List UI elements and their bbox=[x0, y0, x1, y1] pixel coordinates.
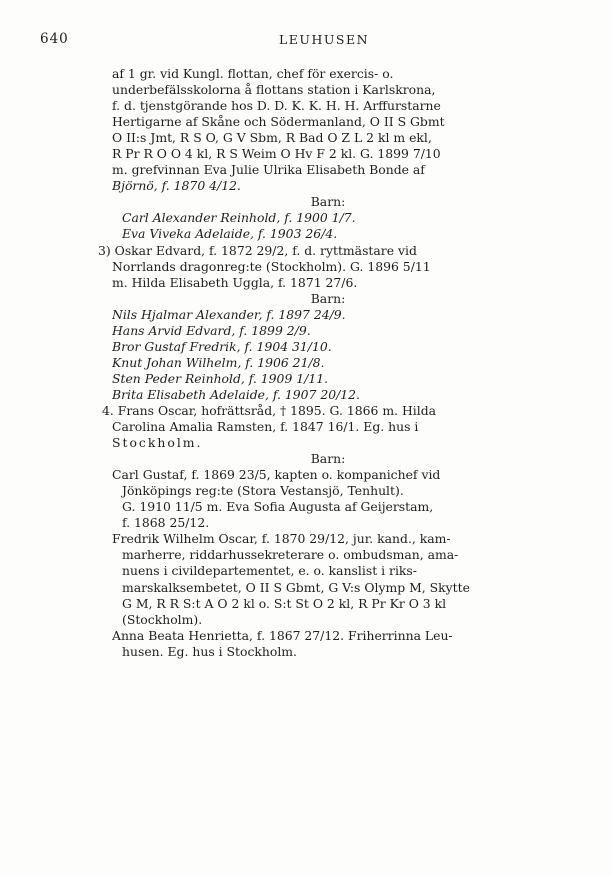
text-line: R Pr R O O 4 kl, R S Weim O Hv F 2 kl. G. 1899 7/10 bbox=[112, 146, 441, 162]
text-line: f. 1868 25/12. bbox=[122, 515, 210, 531]
text-line: Norrlands dragonreg:te (Stockholm). G. 1896 5/11 bbox=[112, 258, 431, 274]
text-line: marherre, riddarhussekreterare o. ombudsman, ama- bbox=[122, 547, 459, 563]
text-line: m. grefvinnan Eva Julie Ulrika Elisabeth Bonde af bbox=[112, 162, 425, 178]
text-line: G. 1910 11/5 m. Eva Sofia Augusta af Geijerstam, bbox=[122, 499, 434, 515]
text-line: husen. Eg. hus i Stockholm. bbox=[122, 643, 297, 659]
child-entry: Knut Johan Wilhelm, f. 1906 21/8. bbox=[112, 354, 325, 370]
text-line: underbefälsskolorna å flottans station i Karlskrona, bbox=[112, 82, 436, 98]
text-line: Jönköpings reg:te (Stora Vestansjö, Tenhult). bbox=[122, 483, 404, 499]
text-line: Hertigarne af Skåne och Södermanland, O II S Gbmt bbox=[112, 114, 445, 130]
child-entry: Sten Peder Reinhold, f. 1909 1/11. bbox=[112, 370, 329, 386]
child-entry: Brita Elisabeth Adelaide, f. 1907 20/12. bbox=[112, 386, 360, 402]
child-entry: Carl Alexander Reinhold, f. 1900 1/7. bbox=[122, 210, 356, 226]
page-body bbox=[98, 66, 544, 660]
text-line: f. d. tjenstgörande hos D. D. K. K. H. H. Arffurstarne bbox=[112, 98, 441, 114]
child-entry: Anna Beata Henrietta, f. 1867 27/12. Friherrinna Leu- bbox=[112, 627, 453, 643]
text-line: O II:s Jmt, R S O, G V Sbm, R Bad O Z L 2 kl m ekl, bbox=[112, 130, 432, 146]
child-entry: Eva Viveka Adelaide, f. 1903 26/4. bbox=[122, 226, 338, 242]
child-entry: Fredrik Wilhelm Oscar, f. 1870 29/12, jur. kand., kam- bbox=[112, 531, 451, 547]
numbered-entry: 4. Frans Oscar, hofrättsråd, † 1895. G. 1866 m. Hilda bbox=[102, 402, 437, 418]
running-head: LEUHUSEN bbox=[279, 32, 370, 47]
children-heading: Barn: bbox=[310, 194, 346, 210]
text-line: marskalksembetet, O II S Gbmt, G V:s Olymp M, Skytte bbox=[122, 579, 470, 595]
text-line: (Stockholm). bbox=[122, 611, 203, 627]
text-line: Carolina Amalia Ramsten, f. 1847 16/1. Eg. hus i bbox=[112, 419, 419, 435]
text-line: af 1 gr. vid Kungl. flottan, chef för exercis- o. bbox=[112, 66, 394, 81]
page-number: 640 bbox=[40, 31, 69, 47]
text-line: Stockholm. bbox=[112, 435, 203, 451]
child-entry: Nils Hjalmar Alexander, f. 1897 24/9. bbox=[112, 306, 346, 322]
child-entry: Bror Gustaf Fredrik, f. 1904 31/10. bbox=[112, 338, 332, 354]
numbered-entry: 3) Oskar Edvard, f. 1872 29/2, f. d. ryttmästare vid bbox=[98, 242, 417, 258]
children-heading: Barn: bbox=[310, 451, 346, 467]
text-line: G M, R R S:t A O 2 kl o. S:t St O 2 kl, R Pr Kr O 3 kl bbox=[122, 595, 447, 611]
child-entry: Hans Arvid Edvard, f. 1899 2/9. bbox=[112, 322, 311, 338]
child-entry: Carl Gustaf, f. 1869 23/5, kapten o. kompanichef vid bbox=[112, 467, 441, 483]
text-line: nuens i civildepartementet, e. o. kanslist i riks- bbox=[122, 563, 417, 579]
text-line: m. Hilda Elisabeth Uggla, f. 1871 27/6. bbox=[112, 274, 358, 290]
text-line: Björnö, f. 1870 4/12. bbox=[112, 178, 241, 194]
children-heading: Barn: bbox=[310, 290, 346, 306]
